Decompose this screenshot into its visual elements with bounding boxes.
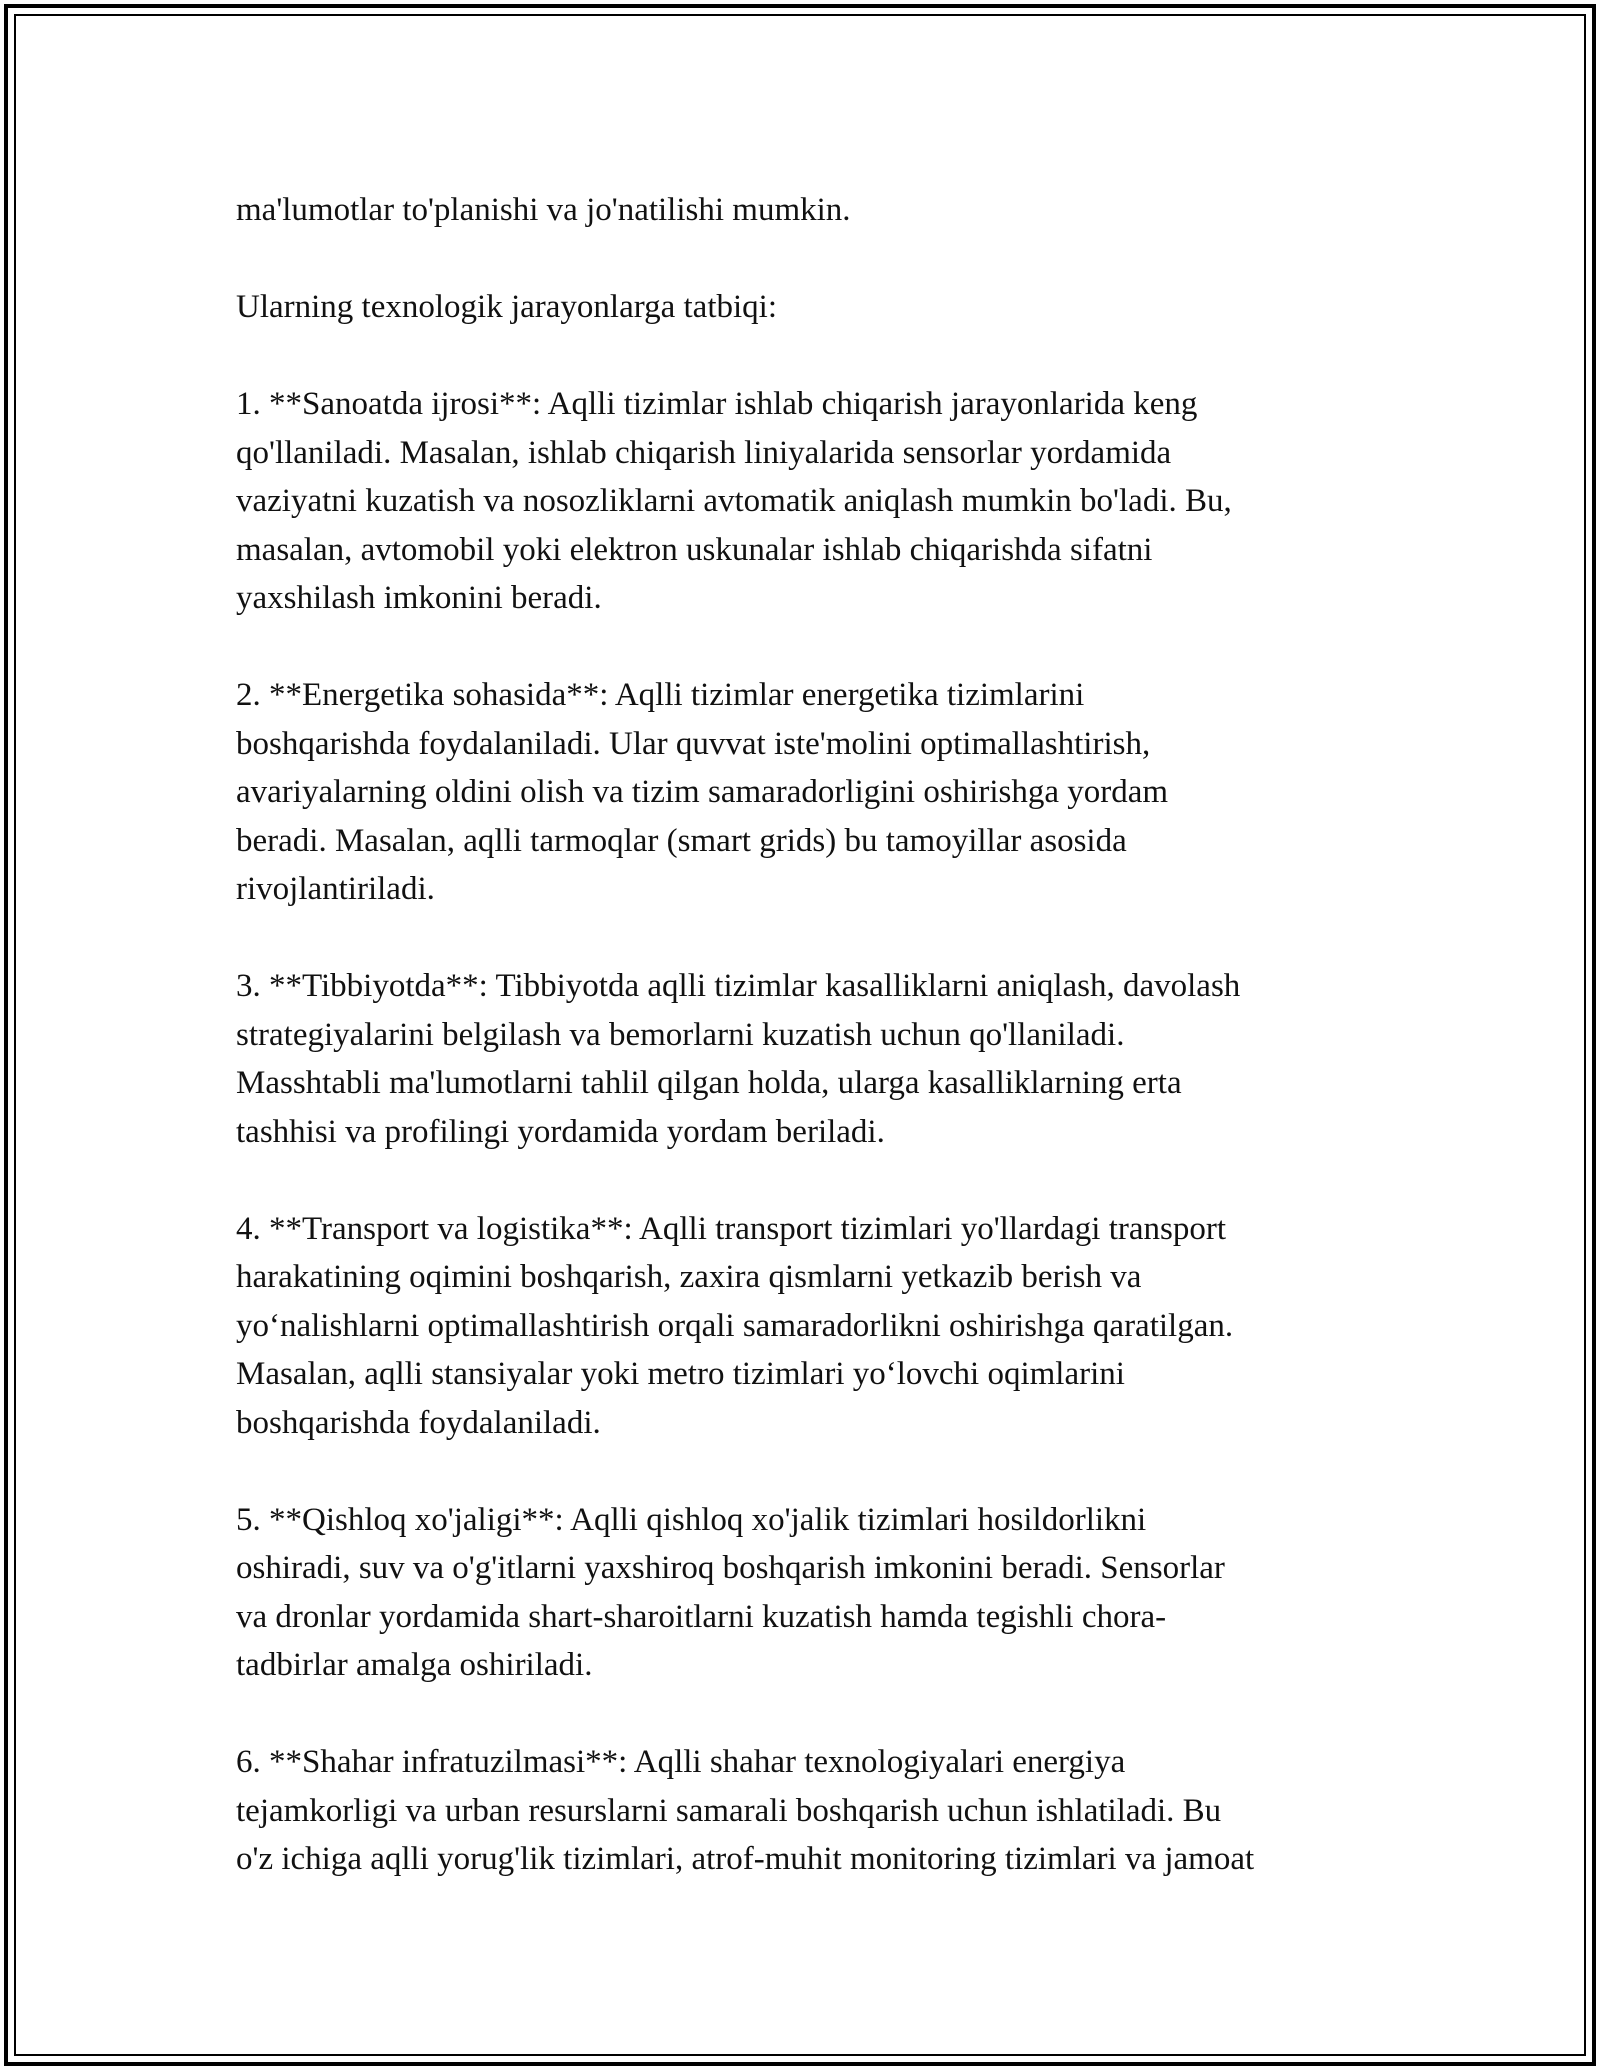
text-line: strategiyalarini belgilash va bemorlarni kuzatish uchun qo'llaniladi.	[236, 1016, 1125, 1053]
text-line: tejamkorligi va urban resurslarni samarali boshqarish uchun ishlatiladi. Bu	[236, 1792, 1222, 1829]
text-line: va dronlar yordamida shart-sharoitlarni kuzatish hamda tegishli chora-	[236, 1598, 1167, 1635]
text-line: yo‘nalishlarni optimallashtirish orqali samaradorlikni oshirishga qaratilgan.	[236, 1307, 1234, 1344]
intro-paragraph	[236, 186, 1396, 235]
text-line: harakatining oqimini boshqarish, zaxira qismlarni yetkazib berish va	[236, 1259, 1142, 1295]
text-line: o'z ichiga aqlli yorug'lik tizimlari, atrof-muhit monitoring tizimlari va jamoat	[236, 1841, 1255, 1877]
document-body	[236, 186, 1396, 1932]
text-line: tashhisi va profilingi yordamida yordam beriladi.	[236, 1113, 885, 1150]
text-line: avariyalarning oldini olish va tizim samaradorligini oshirishga yordam	[236, 774, 1169, 810]
text-line: masalan, avtomobil yoki elektron uskunalar ishlab chiqarishda sifatni	[236, 531, 1153, 568]
text-line: ma'lumotlar to'planishi va jo'natilishi mumkin.	[236, 192, 851, 228]
text-line: rivojlantiriladi.	[236, 871, 435, 907]
text-line: 1. **Sanoatda ijrosi**: Aqlli tizimlar ishlab chiqarish jarayonlarida keng	[236, 386, 1198, 422]
text-line: 5. **Qishloq xo'jaligi**: Aqlli qishloq xo'jalik tizimlari hosildorlikni	[236, 1501, 1147, 1538]
text-line: oshiradi, suv va o'g'itlarni yaxshiroq boshqarish imkonini beradi. Sensorlar	[236, 1550, 1225, 1586]
text-line: 4. **Transport va logistika**: Aqlli transport tizimlari yo'llardagi transport	[236, 1210, 1227, 1247]
text-line: beradi. Masalan, aqlli tarmoqlar (smart grids) bu tamoyillar asosida	[236, 822, 1127, 859]
list-item-3	[236, 962, 1396, 1156]
section-heading	[236, 283, 1396, 332]
text-line: 6. **Shahar infratuzilmasi**: Aqlli shahar texnologiyalari energiya	[236, 1744, 1126, 1780]
list-item-6	[236, 1738, 1396, 1884]
text-line: yaxshilash imkonini beradi.	[236, 580, 602, 616]
list-item-5	[236, 1496, 1396, 1690]
text-line: tadbirlar amalga oshiriladi.	[236, 1647, 593, 1683]
list-item-1	[236, 380, 1396, 623]
list-item-4	[236, 1205, 1396, 1448]
list-item-2	[236, 671, 1396, 914]
text-line: 2. **Energetika sohasida**: Aqlli tizimlar energetika tizimlarini	[236, 677, 1085, 713]
text-line: qo'llaniladi. Masalan, ishlab chiqarish liniyalarida sensorlar yordamida	[236, 434, 1172, 471]
text-line: vaziyatni kuzatish va nosozliklarni avtomatik aniqlash mumkin bo'ladi. Bu,	[236, 483, 1232, 519]
text-line: Masshtabli ma'lumotlarni tahlil qilgan holda, ularga kasalliklarning erta	[236, 1065, 1182, 1101]
text-line: boshqarishda foydalaniladi. Ular quvvat iste'molini optimallashtirish,	[236, 725, 1151, 762]
text-line: 3. **Tibbiyotda**: Tibbiyotda aqlli tizimlar kasalliklarni aniqlash, davolash	[236, 968, 1241, 1004]
text-line: Ularning texnologik jarayonlarga tatbiqi:	[236, 289, 778, 325]
text-line: Masalan, aqlli stansiyalar yoki metro tizimlari yo‘lovchi oqimlarini	[236, 1356, 1125, 1392]
text-line: boshqarishda foydalaniladi.	[236, 1404, 601, 1441]
